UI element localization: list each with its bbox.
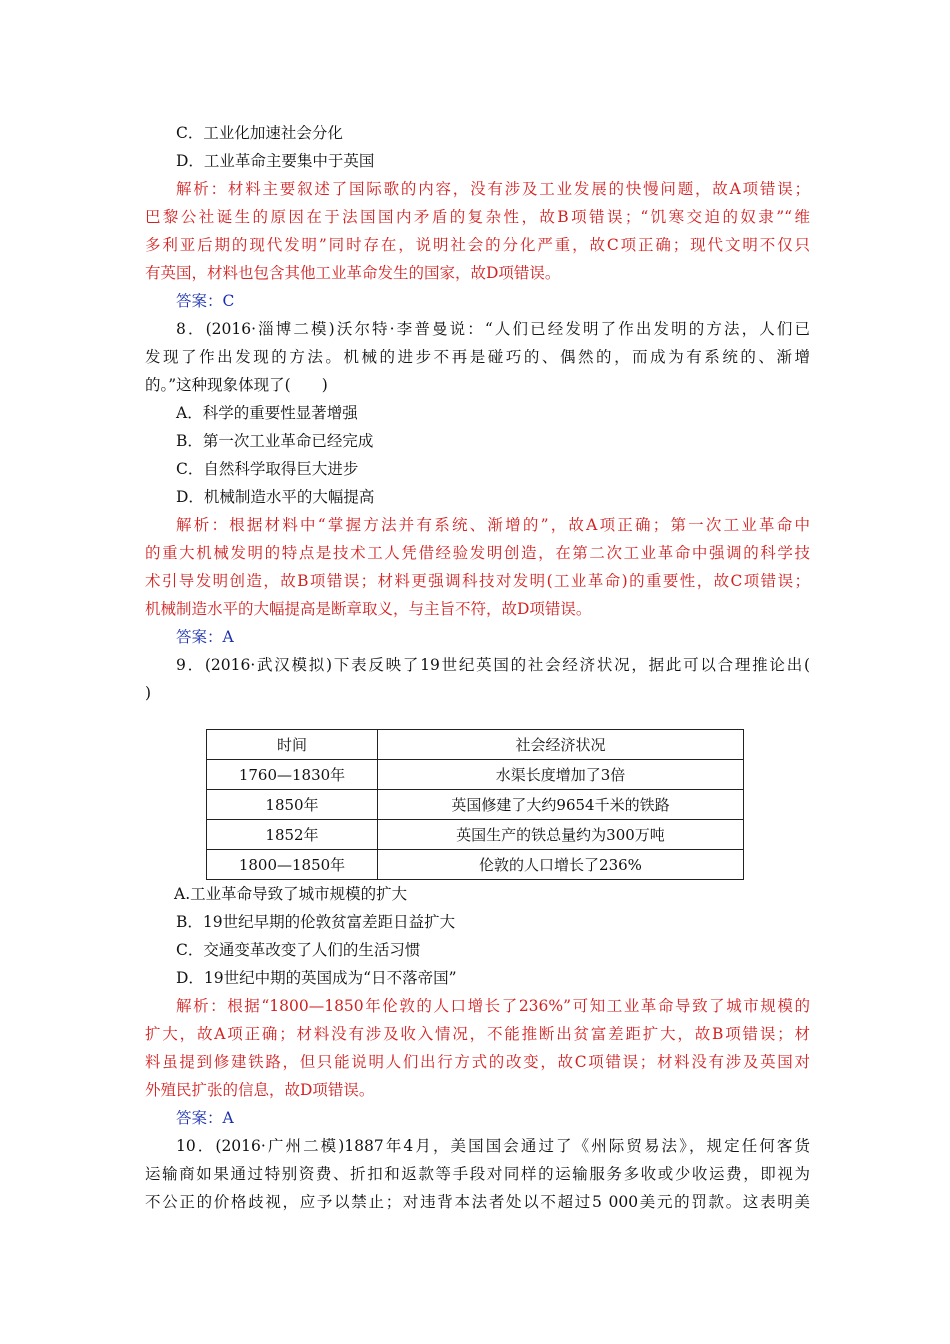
q8-analysis-line: 的重大机械发明的特点是技术工人凭借经验发明创造，在第二次工业革命中强调的科学技 xyxy=(145,544,810,562)
q7-analysis-line: 多利亚后期的现代发明”同时存在，说明社会的分化严重，故C项正确；现代文明不仅只 xyxy=(145,236,810,254)
q8-stem-line: 的。”这种现象体现了( ) xyxy=(145,376,328,394)
q9-option-b: B．19世纪早期的伦敦贫富差距日益扩大 xyxy=(176,913,456,931)
table-cell: 1760—1830年 xyxy=(207,760,378,790)
table-cell: 伦敦的人口增长了236% xyxy=(378,850,744,880)
table-row xyxy=(207,850,744,880)
q8-stem-line: 发现了作出发现的方法。机械的进步不再是碰巧的、偶然的，而成为有系统的、渐增 xyxy=(145,348,810,366)
q9-analysis-line: 扩大，故A项正确；材料没有涉及收入情况，不能推断出贫富差距扩大，故B项错误；材 xyxy=(145,1025,810,1043)
q7-analysis-line: 巴黎公社诞生的原因在于法国国内矛盾的复杂性，故B项错误；“饥寒交迫的奴隶”“维 xyxy=(145,208,810,226)
q9-analysis-line: 外殖民扩张的信息，故D项错误。 xyxy=(145,1081,375,1099)
table-cell: 1850年 xyxy=(207,790,378,820)
q8-analysis-line: 解析：根据材料中“掌握方法并有系统、渐增的”，故A项正确；第一次工业革命中 xyxy=(176,516,810,534)
q7-analysis-line: 有英国，材料也包含其他工业革命发生的国家，故D项错误。 xyxy=(145,264,561,282)
q9-analysis-line: 料虽提到修建铁路，但只能说明人们出行方式的改变，故C项错误；材料没有涉及英国对 xyxy=(145,1053,810,1071)
q8-answer: 答案：A xyxy=(176,628,234,646)
table-cell: 1852年 xyxy=(207,820,378,850)
table-header-row xyxy=(207,730,744,760)
table-row xyxy=(207,820,744,850)
q7-answer: 答案：C xyxy=(176,292,235,310)
q9-stem-line: 9．(2016·武汉模拟)下表反映了19世纪英国的社会经济状况，据此可以合理推论出( xyxy=(176,656,810,674)
table-cell: 水渠长度增加了3倍 xyxy=(378,760,744,790)
table-cell: 英国修建了大约9654千米的铁路 xyxy=(378,790,744,820)
q8-option-c: C．自然科学取得巨大进步 xyxy=(176,460,359,478)
q8-analysis-line: 机械制造水平的大幅提高是断章取义，与主旨不符，故D项错误。 xyxy=(145,600,592,618)
q8-analysis-line: 术引导发明创造，故B项错误；材料更强调科技对发明(工业革命)的重要性，故C项错误； xyxy=(145,572,810,590)
document-page xyxy=(145,119,810,1216)
table-header-cell: 社会经济状况 xyxy=(378,730,744,760)
q10-stem-line: 运输商如果通过特别资费、折扣和返款等手段对同样的运输服务多收或少收运费，即视为 xyxy=(145,1165,810,1183)
table-row xyxy=(207,790,744,820)
q9-stem-line: ) xyxy=(145,684,152,702)
q9-analysis-line: 解析：根据“1800—1850年伦敦的人口增长了236%”可知工业革命导致了城市规模的 xyxy=(176,997,810,1015)
table-row xyxy=(207,760,744,790)
q8-option-d: D．机械制造水平的大幅提高 xyxy=(176,488,375,506)
q10-stem-line: 10．(2016·广州二模)1887年4月，美国国会通过了《州际贸易法》，规定任何客货 xyxy=(176,1137,810,1155)
q7-option-d: D．工业革命主要集中于英国 xyxy=(176,152,375,170)
q8-option-b: B．第一次工业革命已经完成 xyxy=(176,432,374,450)
table-cell: 1800—1850年 xyxy=(207,850,378,880)
q10-stem-line: 不公正的价格歧视，应予以禁止；对违背本法者处以不超过5 000美元的罚款。这表明美 xyxy=(145,1193,810,1211)
q9-option-a: A.工业革命导致了城市规模的扩大 xyxy=(174,885,408,903)
table-cell: 英国生产的铁总量约为300万吨 xyxy=(378,820,744,850)
q8-option-a: A．科学的重要性显著增强 xyxy=(176,404,358,422)
q9-option-d: D．19世纪中期的英国成为“日不落帝国” xyxy=(176,969,457,987)
q8-stem-line: 8．(2016·淄博二模)沃尔特·李普曼说：“人们已经发明了作出发明的方法，人们已 xyxy=(176,320,810,338)
q9-answer: 答案：A xyxy=(176,1109,234,1127)
table-header-cell: 时间 xyxy=(207,730,378,760)
q9-option-c: C．交通变革改变了人们的生活习惯 xyxy=(176,941,421,959)
q9-data-table xyxy=(206,729,744,880)
q7-analysis-line: 解析：材料主要叙述了国际歌的内容，没有涉及工业发展的快慢问题，故A项错误； xyxy=(176,180,810,198)
q7-option-c: C．工业化加速社会分化 xyxy=(176,124,343,142)
